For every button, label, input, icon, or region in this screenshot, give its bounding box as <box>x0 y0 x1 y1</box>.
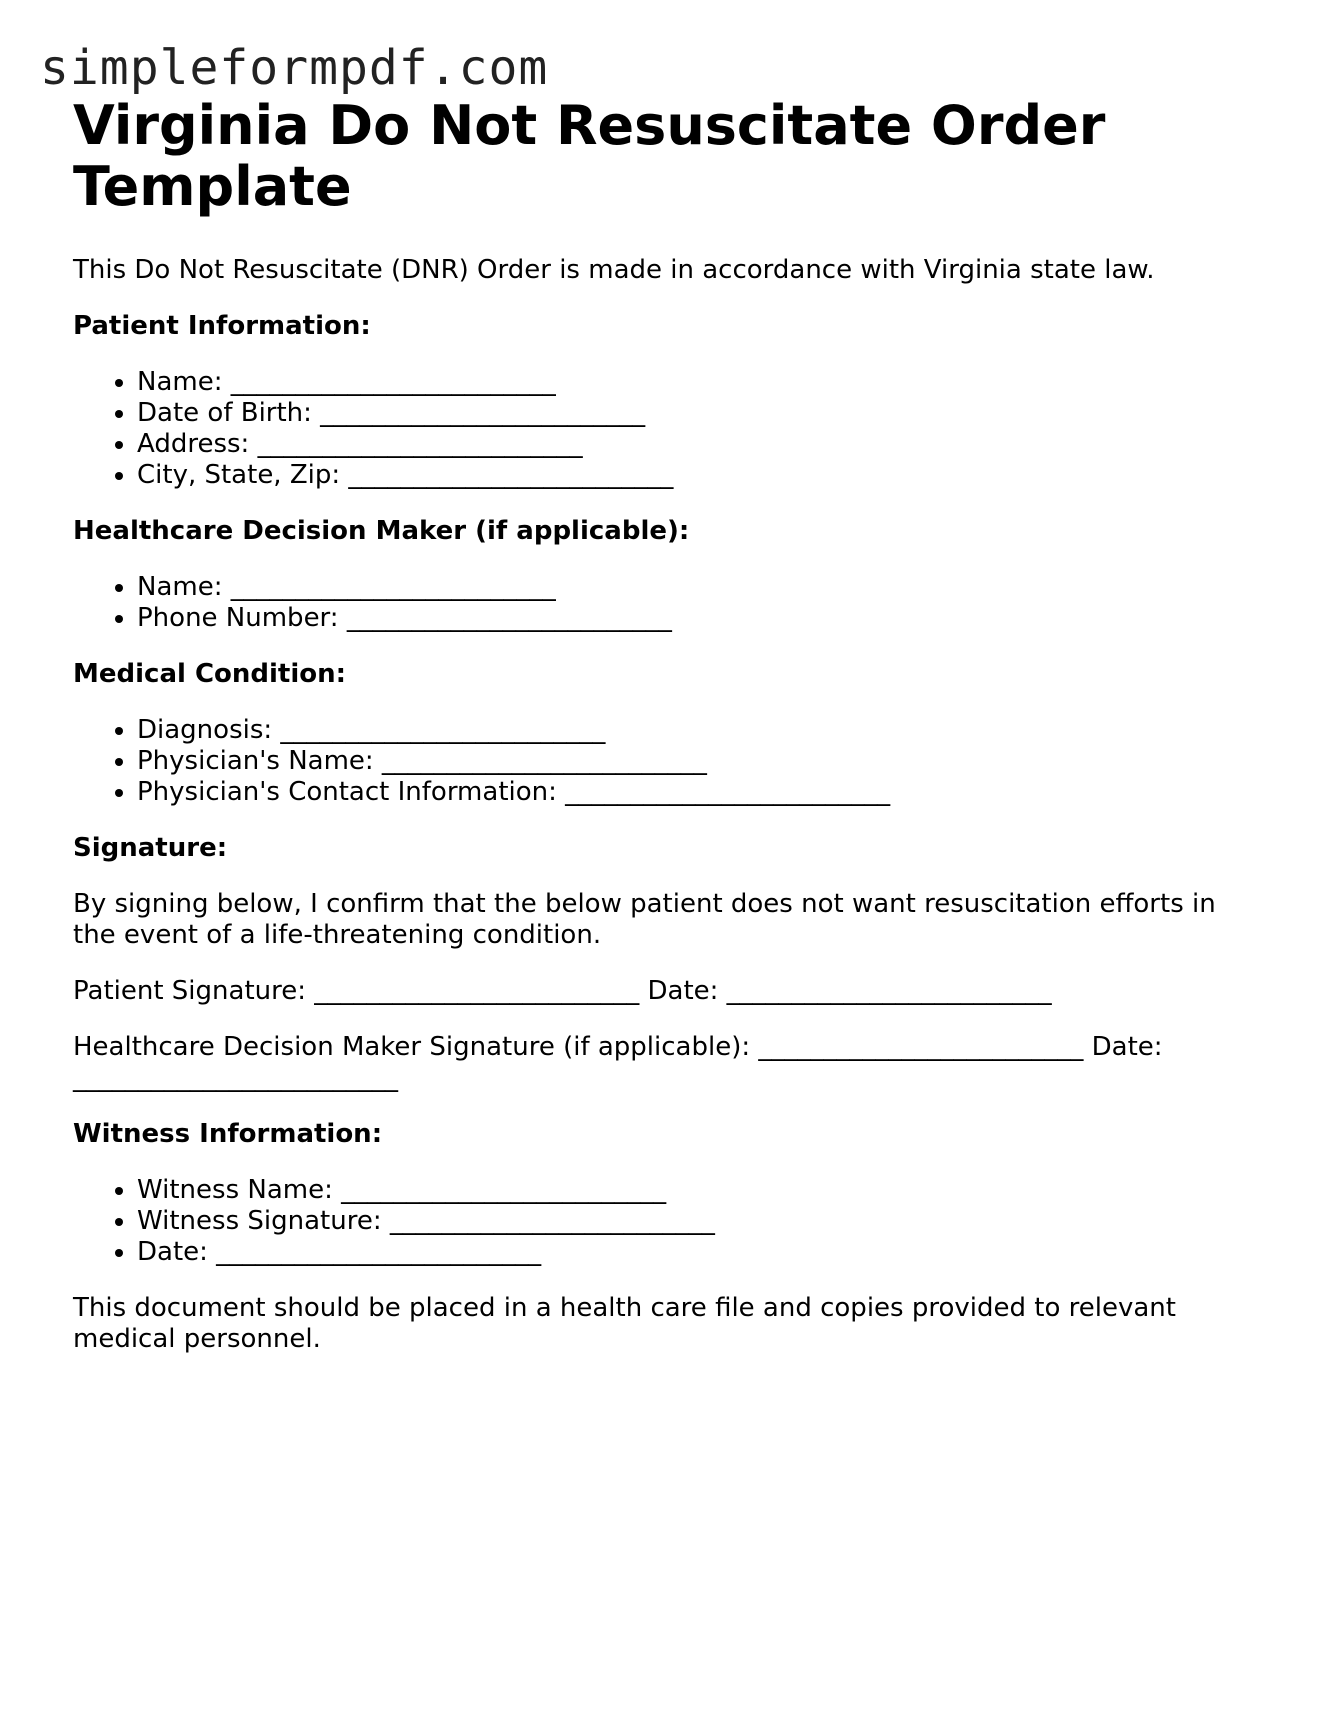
page-title: Virginia Do Not Resuscitate Order Template <box>73 94 1106 218</box>
decision-maker-name-field[interactable]: • Name: _________________________ <box>137 572 1253 603</box>
signature-statement: By signing below, I confirm that the below patient does not want resuscitation efforts in the event of a life-threatening condition. <box>73 889 1216 950</box>
signature-heading: Signature: <box>73 833 228 863</box>
witness-signature-field[interactable]: • Witness Signature: _________________________ <box>137 1206 1253 1237</box>
medical-condition-list <box>73 715 1253 808</box>
patient-info-heading: Patient Information: <box>73 311 371 341</box>
document-page <box>73 95 1253 1355</box>
medical-condition-heading: Medical Condition: <box>73 659 347 689</box>
decision-maker-list <box>73 572 1253 634</box>
intro-text: This Do Not Resuscitate (DNR) Order is made in accordance with Virginia state law. <box>73 255 1155 285</box>
physician-name-field[interactable]: • Physician's Name: _________________________ <box>137 746 1253 777</box>
witness-name-field[interactable]: • Witness Name: _________________________ <box>137 1175 1253 1206</box>
decision-maker-heading: Healthcare Decision Maker (if applicable): <box>73 516 690 546</box>
decision-maker-signature-line[interactable]: Healthcare Decision Maker Signature (if applicable): _________________________ Date: _________________________ <box>73 1032 1163 1093</box>
patient-name-field[interactable]: • Name: _________________________ <box>137 367 1253 398</box>
patient-address-field[interactable]: • Address: _________________________ <box>137 429 1253 460</box>
patient-signature-line[interactable]: Patient Signature: _________________________ Date: _________________________ <box>73 976 1052 1006</box>
witness-list <box>73 1175 1253 1268</box>
witness-heading: Witness Information: <box>73 1119 383 1149</box>
patient-dob-field[interactable]: • Date of Birth: _________________________ <box>137 398 1253 429</box>
watermark: simpleformpdf.com <box>40 40 549 96</box>
patient-info-list <box>73 367 1253 491</box>
decision-maker-phone-field[interactable]: • Phone Number: _________________________ <box>137 603 1253 634</box>
diagnosis-field[interactable]: • Diagnosis: _________________________ <box>137 715 1253 746</box>
physician-contact-field[interactable]: • Physician's Contact Information: _________________________ <box>137 777 1253 808</box>
patient-city-state-zip-field[interactable]: • City, State, Zip: _________________________ <box>137 460 1253 491</box>
closing-note: This document should be placed in a health care file and copies provided to relevant medical personnel. <box>73 1293 1176 1354</box>
witness-date-field[interactable]: • Date: _________________________ <box>137 1237 1253 1268</box>
